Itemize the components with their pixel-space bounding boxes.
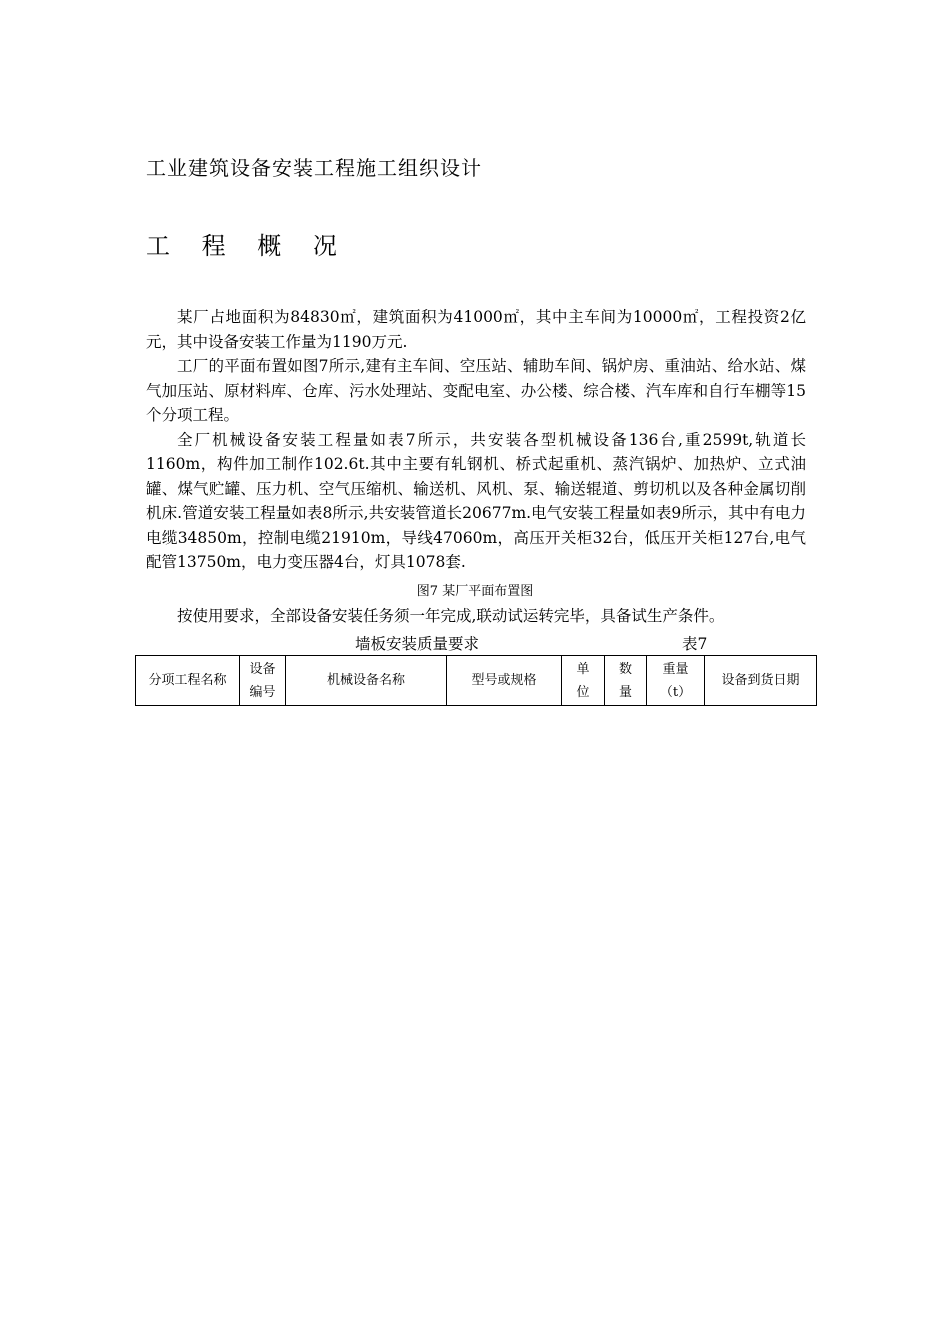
header-cell-equipment-number: 设备编号 — [240, 656, 286, 706]
table-title: 墙板安装质量要求 — [355, 635, 480, 653]
figure-caption: 图7 某厂平面布置图 — [416, 584, 534, 599]
header-cell-model-spec: 型号或规格 — [447, 656, 562, 706]
header-cell-item-name: 分项工程名称 — [136, 656, 240, 706]
section-heading: 工 程 概 况 — [146, 232, 349, 260]
table-caption — [0, 630, 950, 654]
paragraph-layout: 工厂的平面布置如图7所示,建有主车间、空压站、辅助车间、锅炉房、重油站、给水站、煤气加压站、原材料库、仓库、污水处理站、变配电室、办公楼、综合楼、汽车库和自行车棚等15个分项工程。 — [146, 357, 806, 424]
equipment-table — [135, 655, 817, 706]
table-number: 表7 — [682, 635, 708, 653]
paragraph-equipment: 全厂机械设备安装工程量如表7所示，共安装各型机械设备136台,重2599t,轨道长1160m，构件加工制作102.6t.其中主要有轧钢机、桥式起重机、蒸汽锅炉、加热炉、立式油罐、煤气贮罐、压力机、空气压缩机、输送机、风机、泵、输送辊道、剪切机以及各种金属切削机床.管道安装工程量如表8所示,共安装管道长20677m.电气安装工程量如表9所示，其中有电力电缆34850m，控制电缆21910m，导线47060m，高压开关柜32台，低压开关柜127台,电气配管13750m，电力变压器4台，灯具1078套. — [146, 430, 806, 571]
header-cell-equipment-name: 机械设备名称 — [286, 656, 447, 706]
header-cell-quantity: 数量 — [605, 656, 647, 706]
table-header-row — [136, 656, 817, 706]
header-cell-weight: 重量（t） — [647, 656, 705, 706]
body-text — [146, 305, 806, 575]
header-cell-arrival-date: 设备到货日期 — [705, 656, 817, 706]
paragraph-usage: 按使用要求，全部设备安装任务须一年完成,联动试运转完毕，具备试生产条件。 — [177, 607, 725, 625]
paragraph-overview: 某厂占地面积为84830㎡，建筑面积为41000㎡，其中主车间为10000㎡，工程投资2亿元，其中设备安装工作量为1190万元. — [146, 308, 806, 351]
header-cell-unit: 单位 — [562, 656, 605, 706]
document-title: 工业建筑设备安装工程施工组织设计 — [146, 156, 482, 180]
